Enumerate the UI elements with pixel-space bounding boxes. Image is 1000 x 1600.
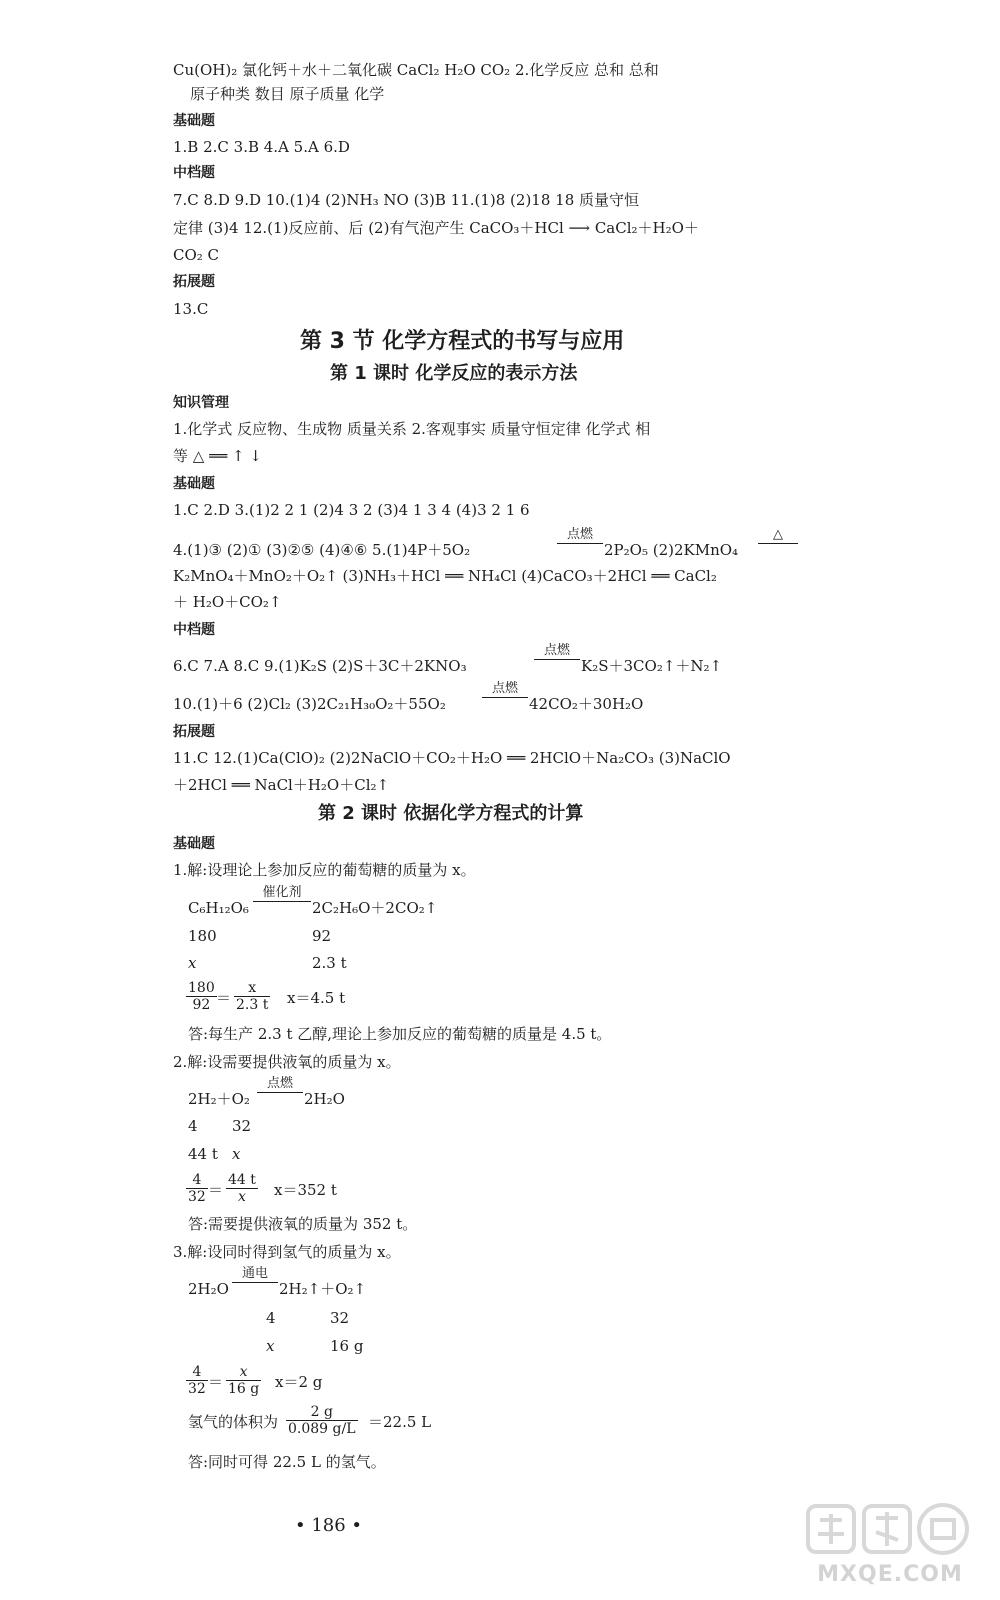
answer-line: 11.C 12.(1)Ca(ClO)₂ (2)2NaClO＋CO₂＋H₂O ══ 2HClO＋Na₂CO₃ (3)NaClO (173, 749, 731, 767)
answer-line: CO₂ C (173, 246, 220, 264)
reaction-condition: 催化剂 (253, 886, 311, 902)
equals-sign: ＝ (208, 1373, 224, 1391)
result: ＝22.5 L (368, 1413, 432, 1431)
answer-line: 1.化学式 反应物、生成物 质量关系 2.客观事实 质量守恒定律 化学式 相 (173, 420, 651, 438)
section-tag-knowledge: 知识管理 (173, 395, 229, 411)
watermark-logo-icon (800, 1500, 980, 1560)
section-tag-mid: 中档题 (173, 622, 215, 638)
answer-line: 6.C 7.A 8.C 9.(1)K₂S (2)S＋3C＋2KNO₃ (173, 657, 467, 675)
molar-mass: 32 (232, 1117, 252, 1135)
answer-line: ＋2HCl ══ NaCl＋H₂O＋Cl₂↑ (173, 776, 390, 794)
reaction-condition: △ (758, 528, 798, 544)
lesson-title: 第 2 课时 依据化学方程式的计算 (318, 803, 584, 824)
molar-mass: 180 (188, 927, 217, 945)
answer-line: ＋ H₂O＋CO₂↑ (173, 593, 282, 611)
watermark-logo (800, 1500, 980, 1595)
fraction: $\frac{2 g}{0.089 g/L}$ (288, 1404, 356, 1437)
molar-mass: 92 (312, 927, 332, 945)
answer-statement: 答:需要提供液氧的质量为 352 t。 (188, 1215, 418, 1233)
section-tag-extension: 拓展题 (173, 274, 215, 290)
fraction: $\frac{4}{32}$ (188, 1364, 206, 1397)
section-tag-basic: 基础题 (173, 476, 215, 492)
page-number: • 186 • (295, 1515, 363, 1536)
equals-sign: ＝ (208, 1181, 224, 1199)
result: x＝4.5 t (287, 989, 346, 1007)
equals-sign: ＝ (216, 989, 232, 1007)
answer-line: 4.(1)③ (2)① (3)②⑤ (4)④⑥ 5.(1)4P＋5O₂ (173, 541, 471, 559)
problem-intro: 3.解:设同时得到氢气的质量为 x。 (173, 1243, 401, 1261)
text-line: Cu(OH)₂ 氯化钙＋水＋二氧化碳 CaCl₂ H₂O CO₂ 2.化学反应 总和 总和 (173, 61, 659, 79)
quantity: 44 t (188, 1145, 218, 1163)
watermark-site: MXQE.COM (817, 1562, 963, 1587)
answer-line: 1.C 2.D 3.(1)2 2 1 (2)4 3 2 (3)4 1 3 4 (4)3 2 1 6 (173, 501, 530, 519)
section-tag-mid: 中档题 (173, 165, 215, 181)
answer-line: 13.C (173, 300, 209, 318)
molar-mass: 4 (266, 1309, 276, 1327)
volume-label: 氢气的体积为 (188, 1413, 279, 1431)
section-tag-extension: 拓展题 (173, 724, 215, 740)
reaction-condition: 通电 (232, 1267, 278, 1283)
answer-statement: 答:同时可得 22.5 L 的氢气。 (188, 1453, 386, 1471)
problem-intro: 1.解:设理论上参加反应的葡萄糖的质量为 x。 (173, 861, 476, 879)
reaction-condition: 点燃 (257, 1077, 303, 1093)
answer-line: K₂MnO₄＋MnO₂＋O₂↑ (3)NH₃＋HCl ══ NH₄Cl (4)CaCO₃＋2HCl ══ CaCl₂ (173, 567, 717, 585)
answer-line: 42CO₂＋30H₂O (529, 695, 644, 713)
equation-right: 2H₂↑＋O₂↑ (279, 1280, 367, 1298)
quantity: 16 g (330, 1337, 364, 1355)
text-line: 原子种类 数目 原子质量 化学 (190, 85, 385, 103)
quantity: 2.3 t (312, 954, 347, 972)
answer-line: 2P₂O₅ (2)2KMnO₄ (604, 541, 739, 559)
answer-line: 定律 (3)4 12.(1)反应前、后 (2)有气泡产生 CaCO₃＋HCl ⟶ CaCl₂＋H₂O＋ (173, 219, 699, 237)
section-title: 第 3 节 化学方程式的书写与应用 (300, 329, 625, 354)
result: x＝2 g (275, 1373, 323, 1391)
fraction: $\frac{x}{2.3 t}$ (236, 980, 269, 1013)
result: x＝352 t (274, 1181, 337, 1199)
fraction: $\frac{4}{32}$ (188, 1172, 206, 1205)
answer-line: 7.C 8.D 9.D 10.(1)4 (2)NH₃ NO (3)B 11.(1)8 (2)18 18 质量守恒 (173, 191, 640, 209)
problem-intro: 2.解:设需要提供液氧的质量为 x。 (173, 1053, 401, 1071)
fraction: $\frac{44 t}{x}$ (228, 1172, 256, 1205)
fraction: $\frac{180}{92}$ (188, 980, 215, 1013)
section-tag-basic: 基础题 (173, 836, 215, 852)
section-tag-basic: 基础题 (173, 113, 215, 129)
equation-right: 2H₂O (304, 1090, 345, 1108)
quantity: x (266, 1337, 275, 1355)
quantity: x (188, 954, 197, 972)
reaction-condition: 点燃 (557, 528, 603, 544)
answer-statement: 答:每生产 2.3 t 乙醇,理论上参加反应的葡萄糖的质量是 4.5 t。 (188, 1025, 612, 1043)
equation-right: 2C₂H₆O＋2CO₂↑ (312, 899, 438, 917)
answer-line: 10.(1)＋6 (2)Cl₂ (3)2C₂₁H₃₀O₂＋55O₂ (173, 695, 446, 713)
molar-mass: 32 (330, 1309, 350, 1327)
molar-mass: 4 (188, 1117, 198, 1135)
fraction: $\frac{x}{16 g}$ (228, 1364, 260, 1397)
answer-line: 1.B 2.C 3.B 4.A 5.A 6.D (173, 138, 350, 156)
equation-left: C₆H₁₂O₆ (188, 899, 249, 917)
equation-left: 2H₂O (188, 1280, 229, 1298)
equation-left: 2H₂＋O₂ (188, 1090, 250, 1108)
quantity: x (232, 1145, 241, 1163)
answer-line: K₂S＋3CO₂↑＋N₂↑ (581, 657, 723, 675)
answer-line: 等 △ ══ ↑ ↓ (173, 447, 262, 465)
lesson-title: 第 1 课时 化学反应的表示方法 (330, 363, 578, 384)
reaction-condition: 点燃 (482, 682, 528, 698)
reaction-condition: 点燃 (534, 644, 580, 660)
